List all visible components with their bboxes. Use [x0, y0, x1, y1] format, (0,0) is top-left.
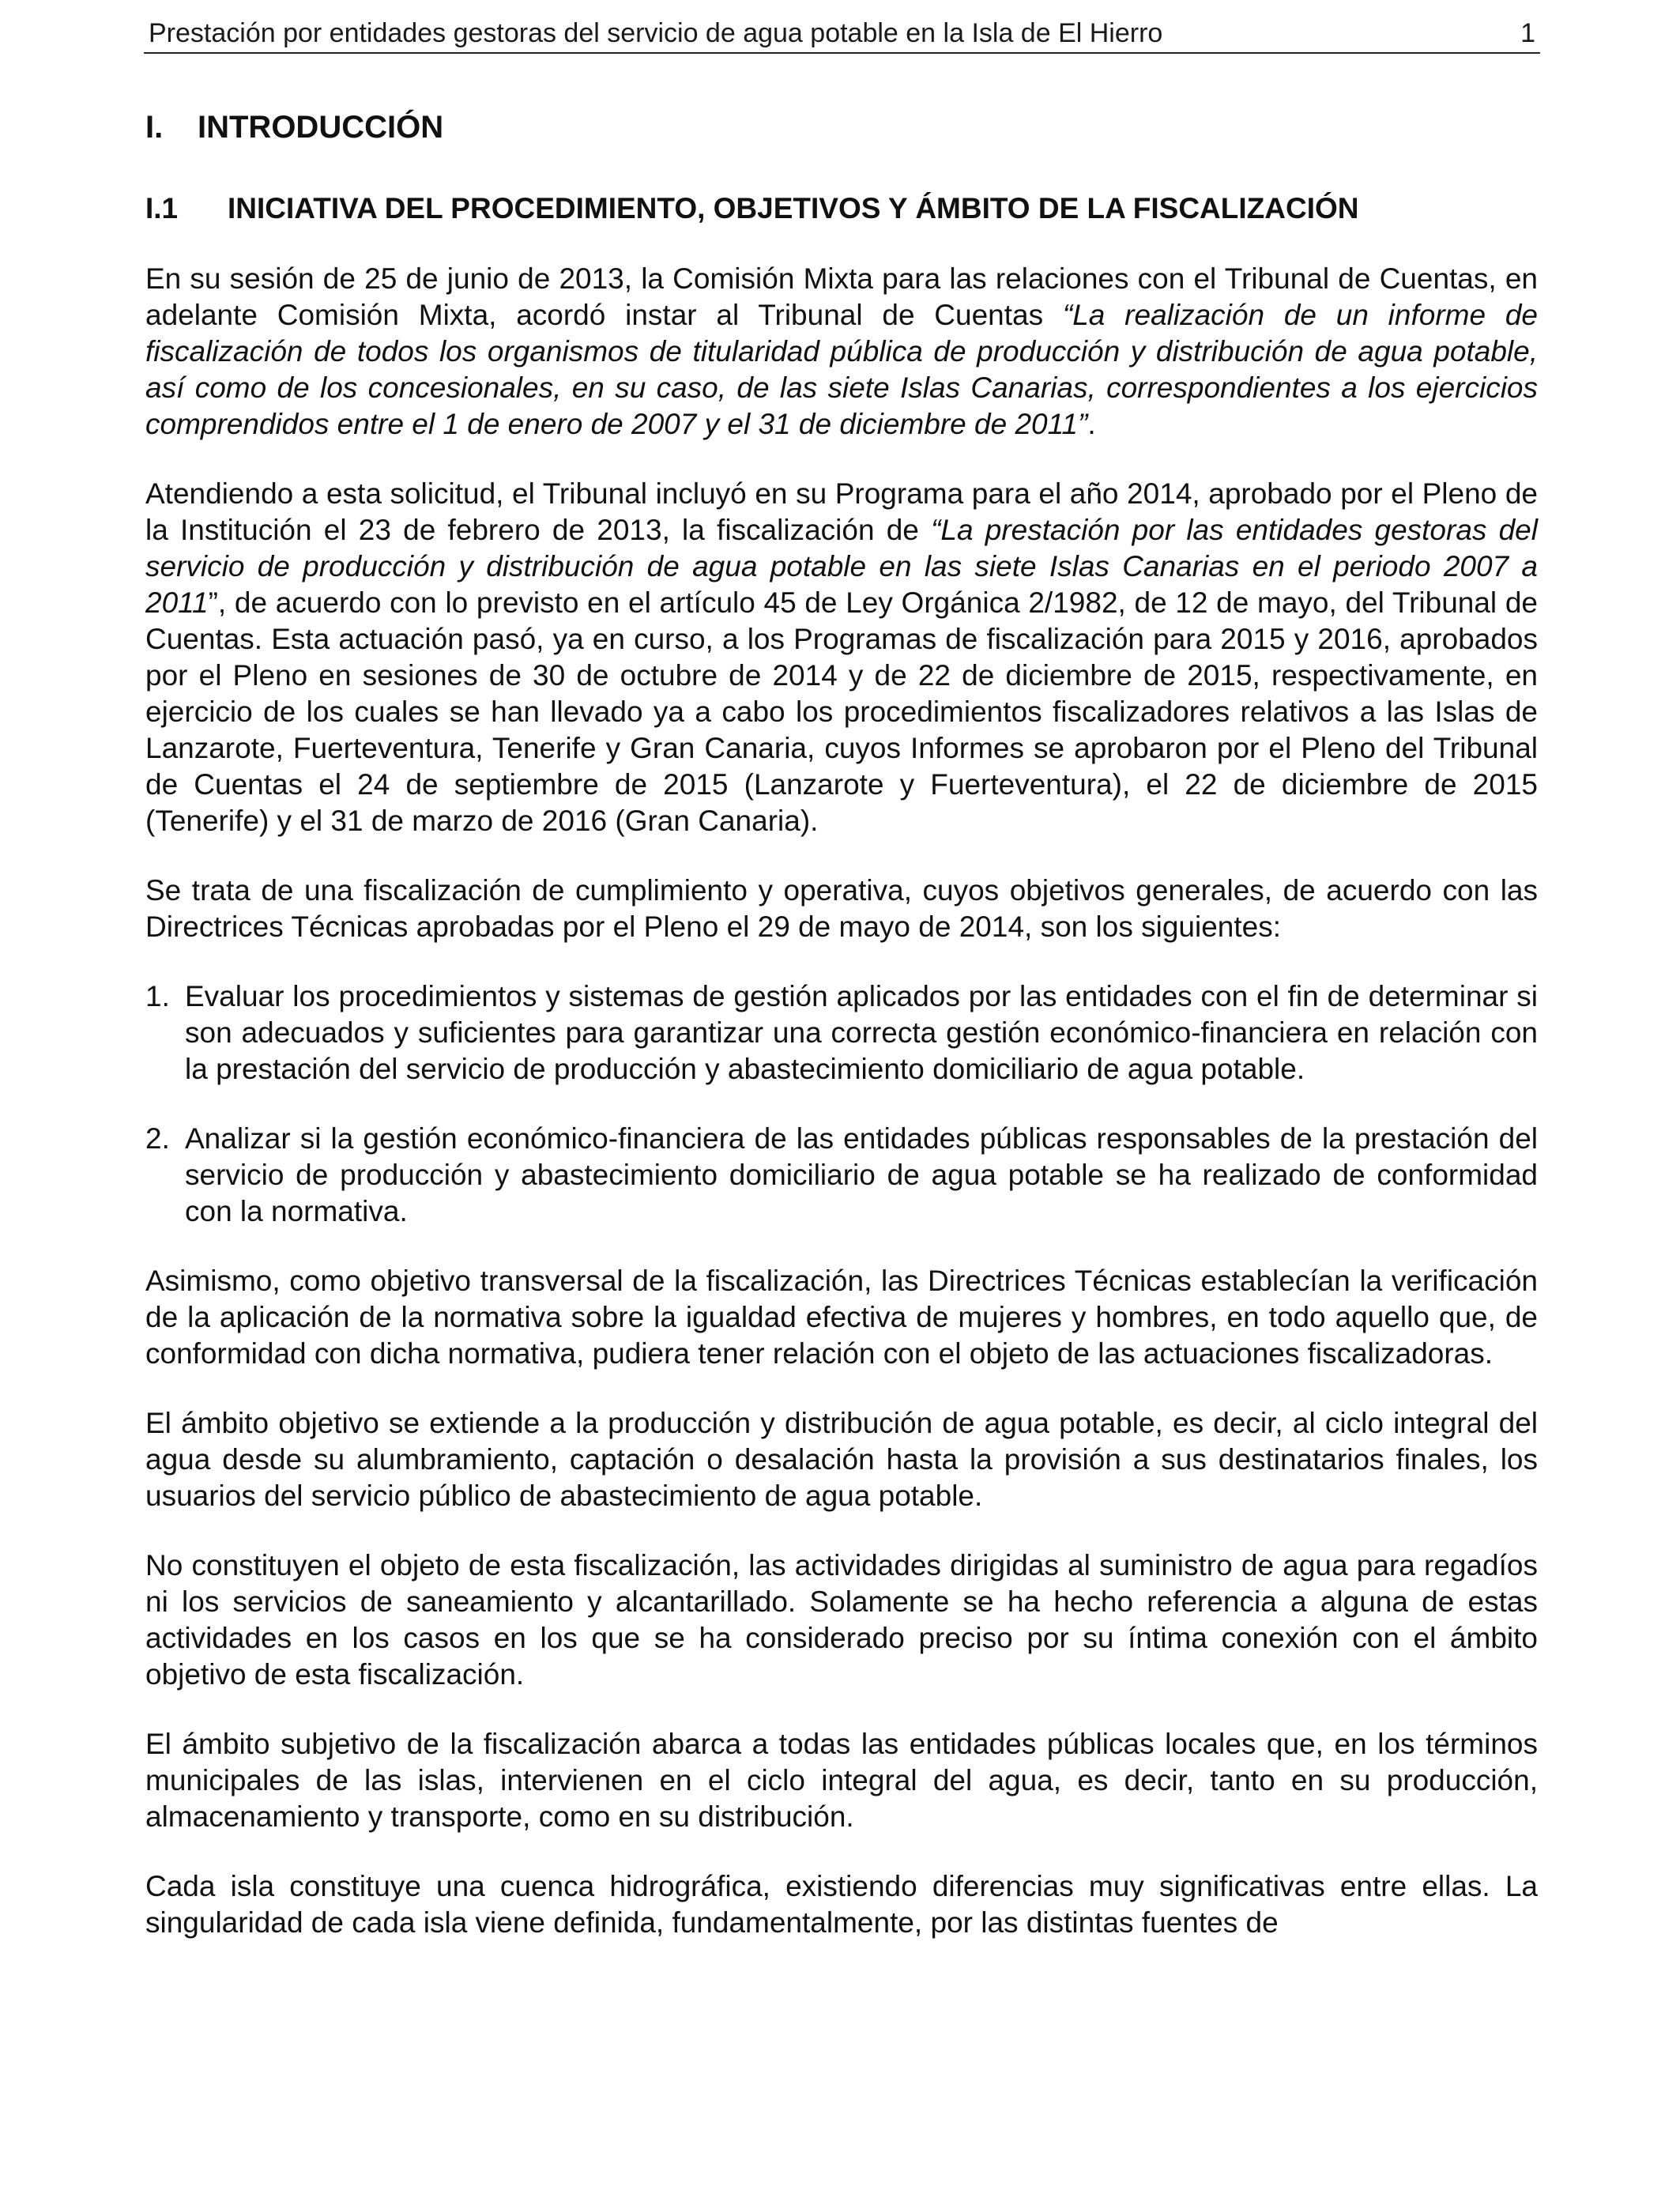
section-heading [145, 109, 1538, 145]
paragraph-5: El ámbito objetivo se extiende a la producción y distribución de agua potable, es decir, al ciclo integral del agua desde su alumbramiento, captación o desalación hasta la provisión a sus destinatarios finales, los usuarios del servicio público de abastecimiento de agua potable. [145, 1407, 1538, 1512]
paragraph-3: Se trata de una fiscalización de cumplimiento y operativa, cuyos objetivos generales, de acuerdo con las Directrices Técnicas aprobadas por el Pleno el 29 de mayo de 2014, son los siguientes: [145, 874, 1538, 943]
subsection-heading [145, 191, 1538, 226]
header-title: Prestación por entidades gestoras del servicio de agua potable en la Isla de El Hierro [149, 18, 1163, 48]
paragraph-1-text: En su sesión de 25 de junio de 2013, la Comisión Mixta para las relaciones con el Tribunal de Cuentas, en adelante Comisión Mixta, acordó instar al Tribunal de Cuentas [145, 262, 1538, 331]
section-title: INTRODUCCIÓN [198, 110, 444, 145]
document-body [145, 109, 1538, 1974]
objective-item-2 [145, 1121, 1538, 1230]
page-header [144, 11, 1540, 54]
paragraph-8: Cada isla constituye una cuenca hidrográfica, existiendo diferencias muy significativas entre ellas. La singularidad de cada isla viene definida, fundamentalmente, por las distintas fuentes de [145, 1870, 1538, 1939]
subsection-title: INICIATIVA DEL PROCEDIMIENTO, OBJETIVOS Y ÁMBITO DE LA FISCALIZACIÓN [228, 192, 1359, 224]
paragraph-1-quote: “La realización de un informe de fiscalización de todos los organismos de titularidad pública de producción y distribución de agua potable, así como de los concesionales, en su caso, de las siete Islas Canarias, correspondientes a los ejercicios comprendidos entre el 1 de enero de 2007 y el 31 de diciembre de 2011” [145, 299, 1538, 440]
paragraph-1-end: . [1087, 408, 1096, 440]
paragraph-2-end: ”, de acuerdo con lo previsto en el artículo 45 de Ley Orgánica 2/1982, de 12 de mayo, del Tribunal de Cuentas. Esta actuación pasó, ya en curso, a los Programas de fiscalización para 2015 y 2016, aprobados por el Pleno en sesiones de 30 de octubre de 2014 y de 22 de diciembre de 2015, respectivamente, en ejercicio de los cuales se han llevado ya a cabo los procedimientos fiscalizadores relativos a las Islas de Lanzarote, Fuerteventura, Tenerife y Gran Canaria, cuyos Informes se aprobaron por el Pleno del Tribunal de Cuentas el 24 de septiembre de 2015 (Lanzarote y Fuerteventura), el 22 de diciembre de 2015 (Tenerife) y el 31 de marzo de 2016 (Gran Canaria). [145, 586, 1538, 837]
objective-number: 2. [145, 1122, 170, 1155]
paragraph-4: Asimismo, como objetivo transversal de la fiscalización, las Directrices Técnicas establecían la verificación de la aplicación de la normativa sobre la igualdad efectiva de mujeres y hombres, en todo aquello que, de conformidad con dicha normativa, pudiera tener relación con el objeto de las actuaciones fiscalizadoras. [145, 1265, 1538, 1370]
paragraph-2-text: Atendiendo a esta solicitud, el Tribunal incluyó en su Programa para el año 2014, aprobado por el Pleno de la Institución el 23 de febrero de 2013, la fiscalización de [145, 477, 1538, 546]
objective-text: Analizar si la gestión económico-financiera de las entidades públicas responsables de la prestación del servicio de producción y abastecimiento domiciliario de agua potable se ha realizado de conformidad con la normativa. [185, 1122, 1538, 1227]
page-number: 1 [1520, 18, 1535, 48]
paragraph-6: No constituyen el objeto de esta fiscalización, las actividades dirigidas al suministro de agua para regadíos ni los servicios de saneamiento y alcantarillado. Solamente se ha hecho referencia a alguna de estas actividades en los casos en los que se ha considerado preciso por su íntima conexión con el ámbito objetivo de esta fiscalización. [145, 1549, 1538, 1691]
objective-number: 1. [145, 980, 170, 1012]
objective-text: Evaluar los procedimientos y sistemas de gestión aplicados por las entidades con el fin de determinar si son adecuados y suficientes para garantizar una correcta gestión económico-financiera en relación con la prestación del servicio de producción y abastecimiento domiciliario de agua potable. [185, 980, 1538, 1085]
subsection-number: I.1 [145, 192, 179, 224]
section-number: I. [145, 110, 164, 145]
paragraph-7: El ámbito subjetivo de la fiscalización abarca a todas las entidades públicas locales que, en los términos municipales de las islas, intervienen en el ciclo integral del agua, es decir, tanto en su producción, almacenamiento y transporte, como en su distribución. [145, 1728, 1538, 1833]
paragraph-2 [145, 476, 1538, 839]
paragraph-1 [145, 261, 1538, 443]
paragraph-2-quote: “La prestación por las entidades gestoras del servicio de producción y distribución de agua potable en las siete Islas Canarias en el periodo 2007 a 2011 [145, 514, 1538, 619]
objective-item-1 [145, 978, 1538, 1088]
